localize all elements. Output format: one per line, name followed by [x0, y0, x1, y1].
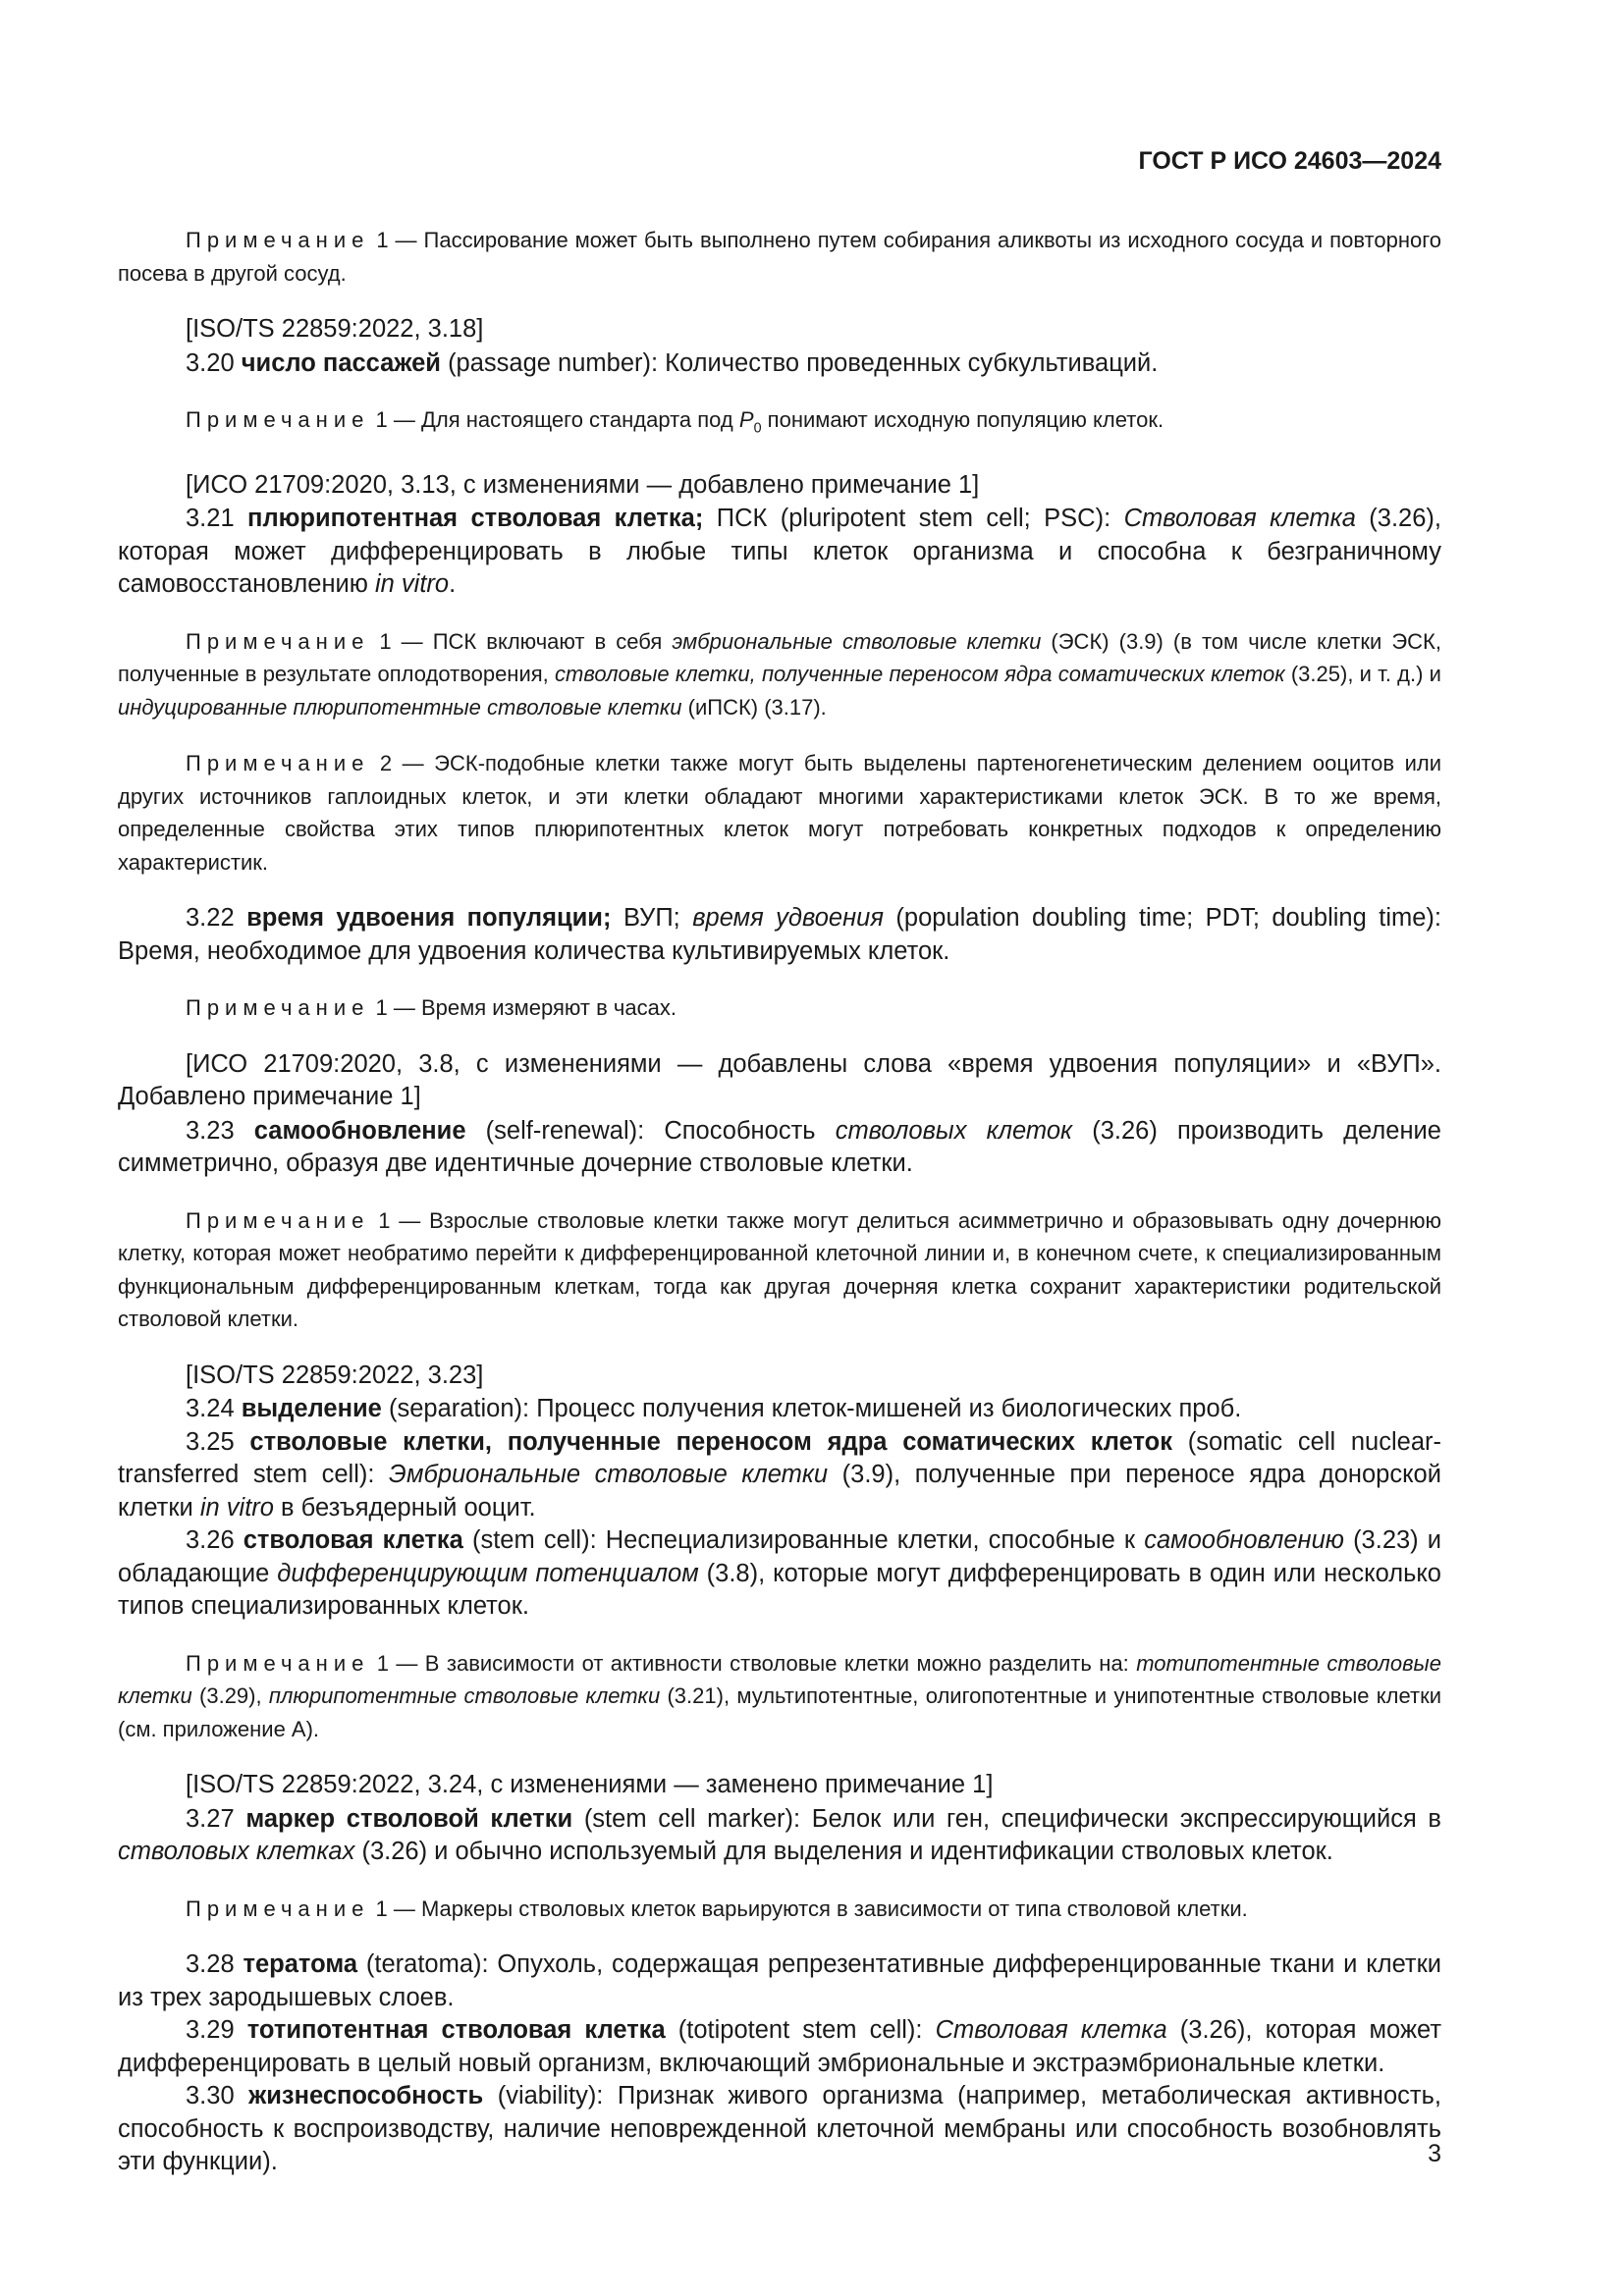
note-label: Примечание [186, 228, 370, 252]
term-name: число пассажей [241, 348, 441, 377]
note-label: Примечание [186, 628, 370, 654]
reference-3-18: [ISO/TS 22859:2022, 3.18] [186, 315, 484, 343]
note-3-20-1: Примечание 1 — Для настоящего стандарта под $P_0$ понимают исходную популяцию клеток. [186, 407, 1164, 437]
note-3-21-2: Примечание 2 — ЭСК-подобные клетки также могут быть выделены партеногенетическим делением ооцитов или других источников гаплоидных клеток, и эти клетки обладают многими характеристиками клеток ЭСК. В то же время, определенные свойства этих типов плюрипотентных клеток могут потребовать конкретных подходов к определению характеристик. [118, 751, 1441, 875]
note-3-27-1: Примечание 1 — Маркеры стволовых клеток варьируются в зависимости от типа стволовой клетки. [186, 1896, 1248, 1921]
term-3-24: 3.24 выделение (separation): Процесс получения клеток-мишеней из биологических проб. [186, 1395, 1242, 1423]
term-name: стволовые клетки, полученные переносом ядра соматических клеток [249, 1427, 1172, 1456]
note-3-26-1: Примечание 1 — В зависимости от активности стволовые клетки можно разделить на: тотипотентные стволовые клетки (3.29), плюрипотентные стволовые клетки (3.21), мультипотентные, олигопотентные и унипотентные стволовые клетки (см. приложение А). [118, 1650, 1441, 1741]
term-name: стволовая клетка [243, 1526, 463, 1555]
term-3-20: 3.20 число пассажей (passage number): Количество проведенных субкультиваций. [186, 348, 1159, 377]
term-name: выделение [241, 1395, 382, 1423]
term-3-21: 3.21 плюрипотентная стволовая клетка; ПСК (pluripotent stem cell; PSC): Стволовая клетка (3.26), которая может дифференцировать в любые типы клеток организма и способна к безграничному самовосстановлению in vitro. [118, 505, 1441, 599]
term-3-29: 3.29 тотипотентная стволовая клетка (totipotent stem cell): Стволовая клетка (3.26), которая может дифференцировать в целый новый организм, включающий эмбриональные и экстраэмбриональные клетки. [118, 2016, 1442, 2077]
note-label: Примечание [186, 407, 370, 432]
page-number: 3 [1428, 2140, 1441, 2167]
term-3-23: 3.23 самообновление (self-renewal): Способность стволовых клеток (3.26) производить деление симметрично, образуя две идентичные дочерние стволовые клетки. [118, 1116, 1441, 1178]
document-id-header: ГОСТ Р ИСО 24603—2024 [1138, 147, 1441, 175]
reference-3-20: [ИСО 21709:2020, 3.13, с изменениями — добавлено примечание 1] [186, 470, 980, 499]
note-3-21-1: Примечание 1 — ПСК включают в себя эмбриональные стволовые клетки (ЭСК) (3.9) (в том числе клетки ЭСК, полученные в результате оплодотворения, стволовые клетки, полученные переносом ядра соматических клеток (3.25), и т. д.) и индуцированные плюрипотентные стволовые клетки (иПСК) (3.17). [118, 628, 1441, 720]
term-3-25: 3.25 стволовые клетки, полученные переносом ядра соматических клеток (somatic cell nuclear-transferred stem cell): Эмбриональные стволовые клетки (3.9), полученные при переносе ядра донорской клетки in vitro в безъядерный ооцит. [118, 1427, 1442, 1522]
note-3-22-1: Примечание 1 — Время измеряют в часах. [186, 995, 677, 1021]
term-name: маркер стволовой клетки [245, 1804, 573, 1833]
reference-3-22: [ИСО 21709:2020, 3.8, с изменениями — добавлены слова «время удвоения популяции» и «ВУП». Добавлено примечание 1] [118, 1049, 1441, 1111]
note-label: Примечание [186, 1650, 370, 1676]
note-3-23-1: Примечание 1 — Взрослые стволовые клетки также могут делиться асимметрично и образовывать одну дочернюю клетку, которая может необратимо перейти к дифференцированной клеточной линии и, в конечном счете, к специализированным функциональным дифференцированным клеткам, тогда как другая дочерняя клетка сохранит характеристики родительской стволовой клетки. [118, 1207, 1441, 1332]
note-label: Примечание [186, 995, 370, 1021]
term-name: время удвоения популяции; [246, 904, 612, 933]
term-name: жизнеспособность [248, 2082, 484, 2110]
term-3-22: 3.22 время удвоения популяции; ВУП; время удвоения (population doubling time; PDT; doubling time): Время, необходимое для удвоения количества культивируемых клеток. [118, 904, 1442, 965]
term-3-28: 3.28 тератома (teratoma): Опухоль, содержащая репрезентативные дифференцированные ткани и клетки из трех зародышевых слоев. [118, 1950, 1442, 2011]
note-label: Примечание [186, 1896, 370, 1921]
note-3-18-1: Примечание 1 — Пассирование может быть выполнено путем собирания аликвоты из исходного сосуда и повторного посева в другой сосуд. [118, 228, 1441, 286]
reference-3-26: [ISO/TS 22859:2022, 3.24, с изменениями — заменено примечание 1] [186, 1771, 994, 1799]
term-3-26: 3.26 стволовая клетка (stem cell): Неспециализированные клетки, способные к самообновлению (3.23) и обладающие дифференцирующим потенциалом (3.8), которые могут дифференцировать в один или несколько типов специализированных клеток. [118, 1526, 1442, 1621]
term-name: тотипотентная стволовая клетка [246, 2016, 666, 2045]
term-name: плюрипотентная стволовая клетка; [247, 505, 704, 533]
note-label: Примечание [186, 1207, 370, 1233]
term-3-27: 3.27 маркер стволовой клетки (stem cell marker): Белок или ген, специфически экспрессирующийся в стволовых клетках (3.26) и обычно используемый для выделения и идентификации стволовых клеток. [118, 1804, 1441, 1866]
term-3-30: 3.30 жизнеспособность (viability): Признак живого организма (например, метаболическая активность, способность к воспроизводству, наличие неповрежденной клеточной мембраны или способность возобновлять эти функции). [118, 2082, 1441, 2176]
reference-3-23: [ISO/TS 22859:2022, 3.23] [186, 1361, 484, 1389]
document-body [118, 224, 1441, 2179]
term-name: тератома [243, 1950, 358, 1979]
term-name: самообновление [253, 1116, 466, 1145]
note-label: Примечание [186, 751, 370, 776]
